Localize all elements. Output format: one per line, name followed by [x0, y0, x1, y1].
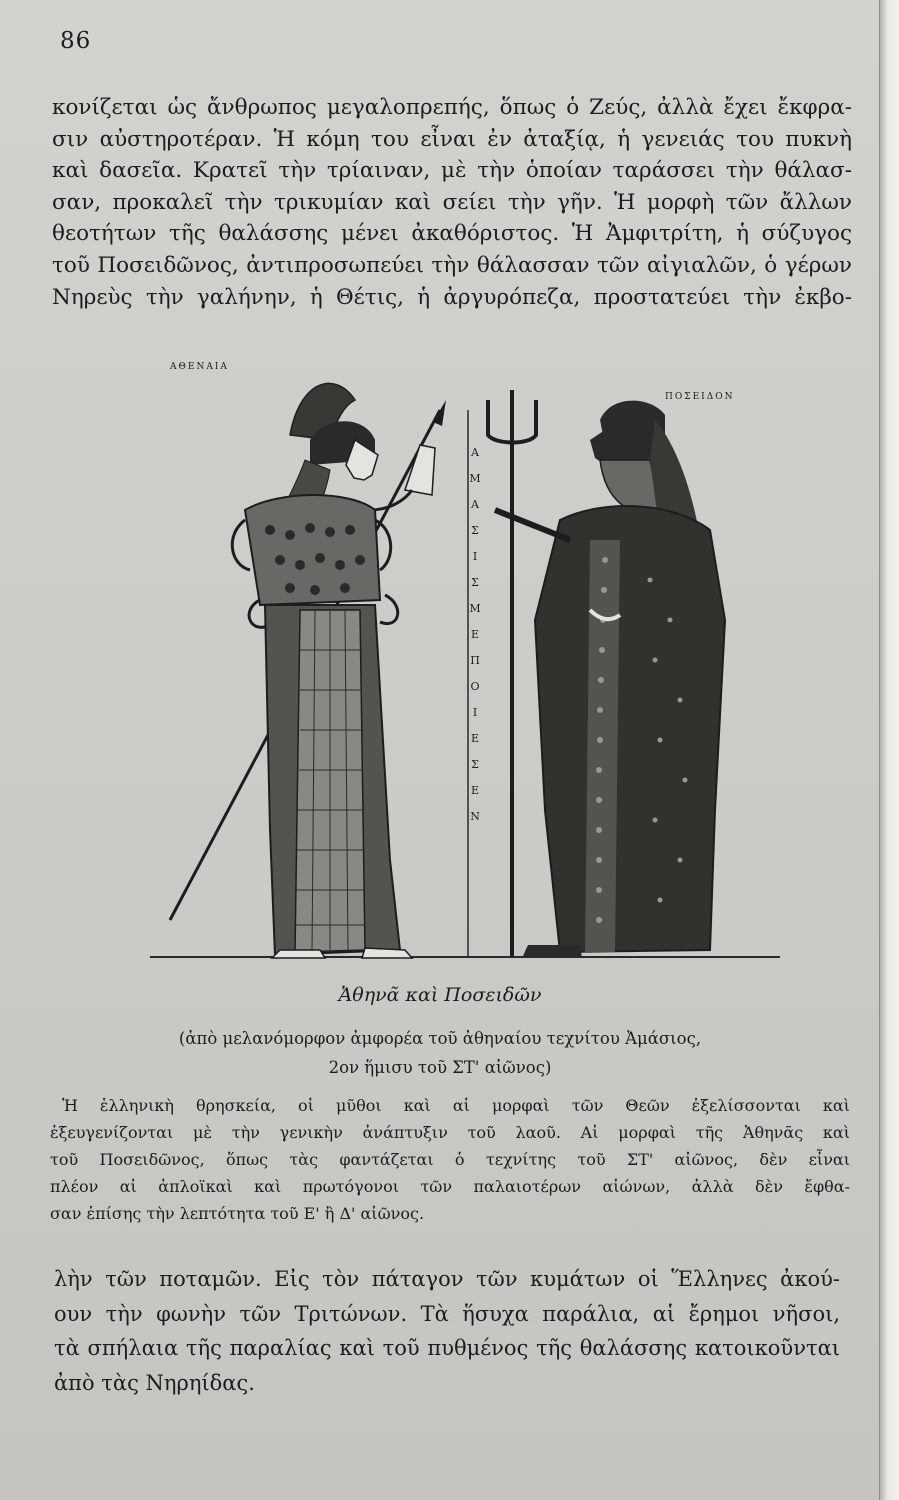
text-line: θεοτήτων τῆς θαλάσσης μένει ἀκαθόριστος. Ἡ Ἀμφιτρίτη, ἡ σύζυγος: [52, 221, 852, 247]
inscription-letter: Ν: [470, 810, 480, 823]
text-line: τοῦ Ποσειδῶνος, ὅπως τὰς φαντάζεται ὁ τεχνίτης τοῦ ΣΤ' αἰῶνος, δὲν εἶναι: [50, 1150, 850, 1169]
page-number: 86: [60, 28, 92, 54]
figure-caption-source: [100, 1024, 780, 1082]
text-line: τὰ σπήλαια τῆς παραλίας καὶ τοῦ πυθμένος τῆς θαλάσσης κατοικοῦνται: [54, 1336, 840, 1360]
text-line: ἐξευγενίζονται μὲ τὴν γενικὴν ἀνάπτυξιν τοῦ λαοῦ. Αἱ μορφαὶ τῆς Ἀθηνᾶς καὶ: [50, 1123, 850, 1142]
text-line: ουν τὴν φωνὴν τῶν Τριτώνων. Τὰ ἥσυχα παράλια, αἱ ἔρημοι νῆσοι,: [54, 1301, 840, 1326]
figure-caption-title: Ἀθηνᾶ καὶ Ποσειδῶν: [338, 984, 542, 1006]
caption-line: (ἀπὸ μελανόμορφον ἀμφορέα τοῦ ἀθηναίου τεχνίτου Ἀμάσιος,: [178, 1029, 702, 1048]
inscription-letter: Α: [471, 498, 479, 511]
text-line: καὶ δασεῖα. Κρατεῖ τὴν τρίαιναν, μὲ τὴν ὁποίαν ταράσσει τὴν θάλασ-: [52, 158, 852, 184]
inscription-letter: Ι: [472, 706, 478, 719]
top-paragraph: [52, 92, 852, 313]
text-line: σαν ἐπίσης τὴν λεπτότητα τοῦ Ε' ἢ Δ' αἰῶνος.: [50, 1204, 425, 1223]
inscription-letter: Σ: [471, 576, 479, 589]
inscription-letter: Σ: [471, 758, 479, 771]
note-paragraph: [50, 1092, 850, 1227]
inscription-letter: Σ: [471, 524, 479, 537]
athena-inscription: ΑΘΕΝΑΙΑ: [170, 362, 229, 372]
text-line: τοῦ Ποσειδῶνος, ἀντιπροσωπεύει τὴν θάλασσαν τῶν αἰγιαλῶν, ὁ γέρων: [52, 252, 852, 278]
poseidon-figure: [488, 390, 725, 958]
inscription-letter: Ο: [470, 680, 480, 693]
text-line: ἀπὸ τὰς Νηρηίδας.: [54, 1370, 255, 1395]
inscription-letter: Μ: [469, 472, 481, 485]
inscription-letter: Ε: [470, 732, 480, 745]
text-line: σαν, προκαλεῖ τὴν τρικυμίαν καὶ σείει τὴν γῆν. Ἡ μορφὴ τῶν ἄλλων: [52, 189, 852, 215]
inscription-letter: Ι: [472, 550, 478, 563]
inscription-letter: Μ: [469, 602, 481, 615]
inscription-letter: Ε: [470, 784, 480, 797]
text-line: σιν αὐστηροτέραν. Ἡ κόμη του εἶναι ἐν ἀταξίᾳ, ἡ γενειάς του πυκνὴ: [52, 126, 852, 152]
caption-line: 2ον ἥμισυ τοῦ ΣΤ' αἰῶνος): [328, 1058, 552, 1077]
bottom-paragraph: [54, 1262, 840, 1400]
text-line: κονίζεται ὡς ἄνθρωπος μεγαλοπρεπής, ὅπως ὁ Ζεύς, ἀλλὰ ἔχει ἔκφρα-: [52, 95, 852, 120]
athena-figure: [170, 383, 446, 958]
inscription-letter: Α: [471, 446, 479, 459]
poseidon-inscription: ΠΟΣΕΙΔΟΝ: [665, 392, 735, 402]
text-line: λὴν τῶν ποταμῶν. Εἰς τὸν πάταγον τῶν κυμάτων οἱ Ἕλληνες ἀκού-: [54, 1267, 840, 1291]
text-line: Νηρεὺς τὴν γαλήνην, ἡ Θέτις, ἡ ἀργυρόπεζα, προστατεύει τὴν ἐκβο-: [52, 284, 852, 310]
vertical-inscription: [465, 440, 485, 830]
text-line: πλέον αἱ ἁπλοϊκαὶ καὶ πρωτόγονοι τῶν παλαιοτέρων αἰώνων, ἀλλὰ δὲν ἔφθα-: [50, 1177, 850, 1196]
text-line: Ἡ ἑλληνικὴ θρησκεία, οἱ μῦθοι καὶ αἱ μορφαὶ τῶν Θεῶν ἐξελίσσονται καὶ: [62, 1096, 850, 1115]
inscription-letter: Ε: [470, 628, 480, 641]
inscription-letter: Π: [470, 654, 480, 667]
book-page-edge: [879, 0, 899, 1500]
